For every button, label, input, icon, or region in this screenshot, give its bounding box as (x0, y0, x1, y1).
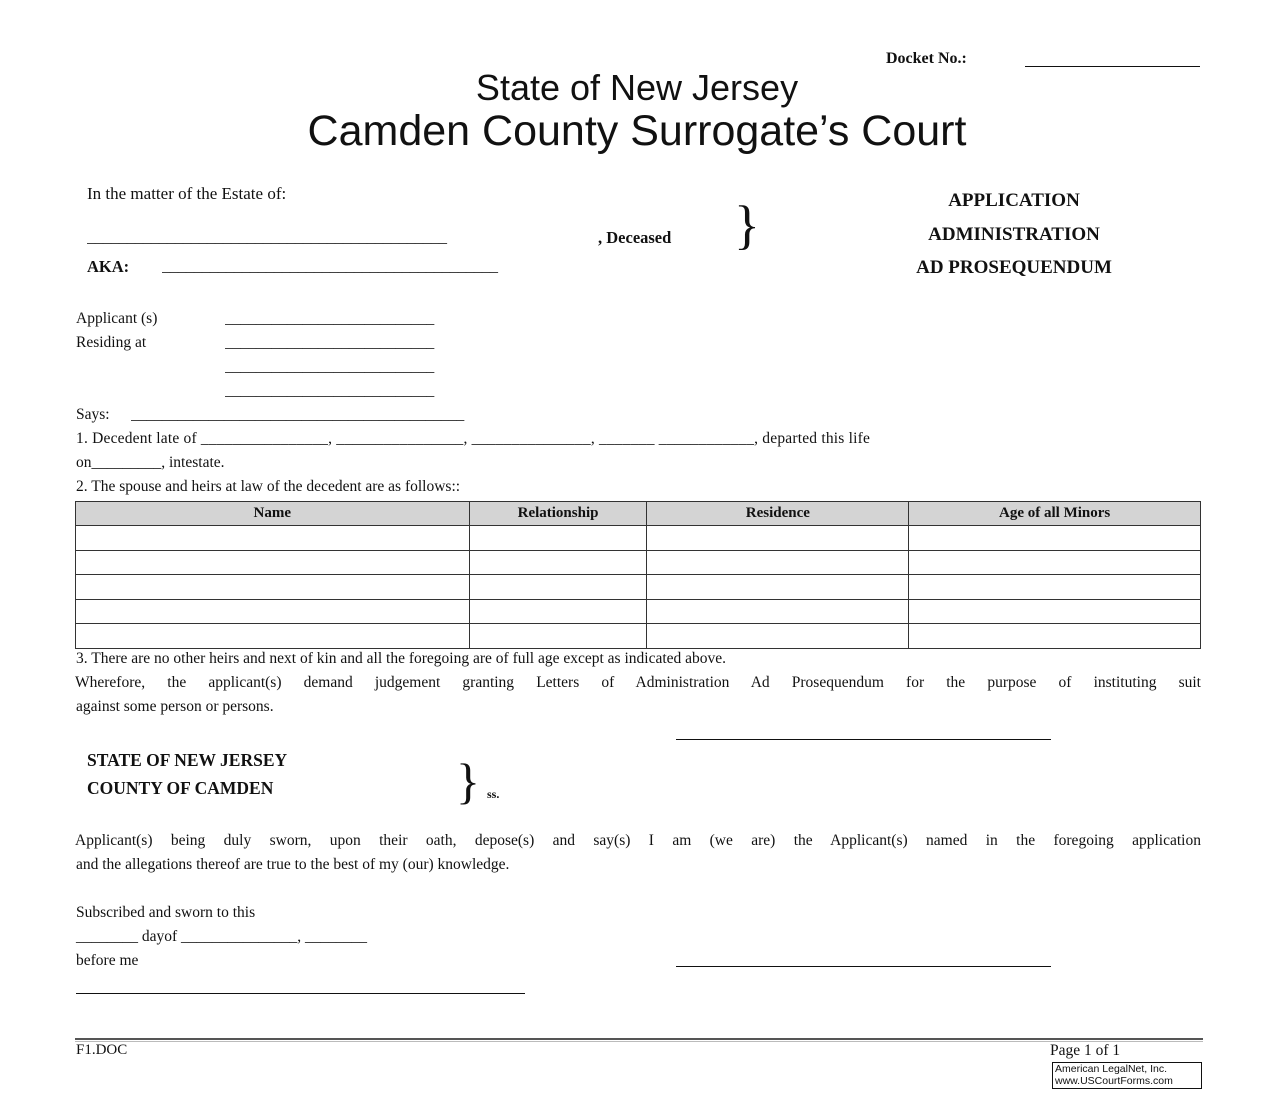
applicant-label: Applicant (s) (76, 310, 158, 327)
venue-brace: } (456, 753, 480, 809)
paragraph-4-cont: against some person or persons. (76, 698, 274, 715)
footer-rule (75, 1038, 1203, 1042)
residence-cell[interactable] (647, 575, 909, 600)
name-cell[interactable] (76, 550, 470, 575)
docket-number-line[interactable] (1025, 66, 1200, 67)
name-cell[interactable] (76, 599, 470, 624)
name-cell[interactable] (76, 624, 470, 649)
says-line[interactable]: ___________________________________________ (131, 407, 465, 423)
relationship-cell[interactable] (469, 599, 647, 624)
venue-ss: ss. (487, 787, 500, 801)
publisher-name: American LegalNet, Inc. (1055, 1063, 1168, 1075)
applicant-signature-line[interactable] (676, 739, 1051, 740)
relationship-cell[interactable] (469, 526, 647, 551)
table-row (76, 624, 1201, 649)
caption-brace: } (734, 195, 760, 255)
residence-cell[interactable] (647, 550, 909, 575)
decedent-name-line[interactable]: _____________________________________________ (87, 230, 447, 246)
deceased-label: , Deceased (598, 228, 672, 247)
applicant-line[interactable]: ___________________________ (225, 311, 435, 327)
relationship-cell[interactable] (469, 575, 647, 600)
oath-line-1: Applicant(s) being duly sworn, upon their oath, depose(s) and say(s) I am (we are) the Applicant(s) named in the foregoing application (75, 832, 1201, 849)
table-row (76, 575, 1201, 600)
publisher-box (1052, 1062, 1202, 1089)
residence-cell[interactable] (647, 624, 909, 649)
table-row (76, 550, 1201, 575)
residence-line-1[interactable]: ___________________________ (225, 335, 435, 351)
venue-state: STATE OF NEW JERSEY (87, 750, 288, 770)
name-cell[interactable] (76, 575, 470, 600)
age-cell[interactable] (909, 599, 1201, 624)
table-row (76, 526, 1201, 551)
affiant-signature-line[interactable] (676, 966, 1051, 967)
age-cell[interactable] (909, 526, 1201, 551)
estate-matter-label: In the matter of the Estate of: (87, 184, 287, 203)
paragraph-1: 1. Decedent late of ________________, ________________, _______________, _______ ____________, departed this life (76, 430, 871, 447)
residence-cell[interactable] (647, 599, 909, 624)
subscribed-label: Subscribed and sworn to this (76, 904, 256, 921)
table-row (76, 599, 1201, 624)
age-cell[interactable] (909, 624, 1201, 649)
paragraph-3: 3. There are no other heirs and next of kin and all the foregoing are of full age except as indicated above. (76, 650, 727, 667)
state-title: State of New Jersey (475, 67, 799, 108)
table-header-row (76, 502, 1201, 526)
jurat-date-line[interactable]: ________ dayof _______________, ________ (76, 928, 368, 945)
aka-line[interactable]: __________________________________________ (162, 259, 498, 275)
publisher-website[interactable]: www.USCourtForms.com (1055, 1074, 1173, 1087)
court-title: Camden County Surrogate’s Court (307, 107, 967, 155)
oath-line-2: and the allegations thereof are true to the best of my (our) knowledge. (76, 856, 510, 873)
heirs-table (75, 501, 1201, 649)
column-header-relationship: Relationship (469, 502, 647, 526)
venue-county: COUNTY OF CAMDEN (87, 778, 274, 798)
name-cell[interactable] (76, 526, 470, 551)
age-cell[interactable] (909, 575, 1201, 600)
form-title-line-2: ADMINISTRATION (928, 224, 1100, 245)
residence-line-3[interactable]: ___________________________ (225, 383, 435, 399)
form-title-line-3: AD PROSEQUENDUM (916, 257, 1112, 278)
page-number: Page 1 of 1 (1050, 1042, 1121, 1059)
docket-label: Docket No.: (886, 50, 967, 67)
form-id: F1.DOC (76, 1042, 128, 1058)
form-title-line-1: APPLICATION (948, 190, 1080, 211)
column-header-age: Age of all Minors (909, 502, 1201, 526)
paragraph-1-date: on_________, intestate. (76, 454, 225, 471)
paragraph-4: Wherefore, the applicant(s) demand judgement granting Letters of Administration Ad Prosequendum for the purpose of instituting suit (75, 674, 1201, 691)
residence-line-2[interactable]: ___________________________ (225, 359, 435, 375)
column-header-residence: Residence (647, 502, 909, 526)
paragraph-2: 2. The spouse and heirs at law of the decedent are as follows:: (76, 478, 461, 495)
says-label: Says: (76, 406, 110, 423)
residing-label: Residing at (76, 334, 147, 351)
column-header-name: Name (76, 502, 470, 526)
relationship-cell[interactable] (469, 624, 647, 649)
residence-cell[interactable] (647, 526, 909, 551)
relationship-cell[interactable] (469, 550, 647, 575)
aka-label: AKA: (87, 257, 130, 276)
age-cell[interactable] (909, 550, 1201, 575)
notary-signature-line[interactable] (76, 993, 525, 994)
before-me-label: before me (76, 952, 139, 969)
